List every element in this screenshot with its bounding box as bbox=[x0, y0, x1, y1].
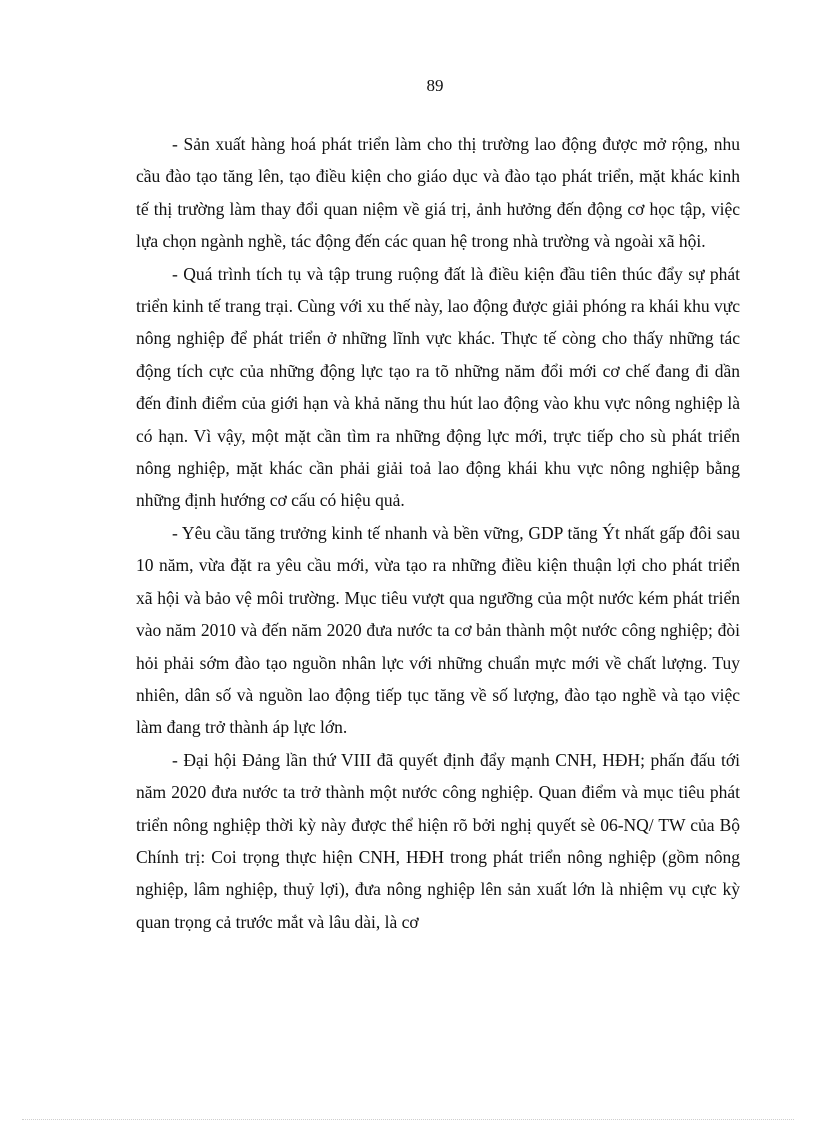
paragraph-3: - Yêu cầu tăng trưởng kinh tế nhanh và bền vững, GDP tăng Ýt nhất gấp đôi sau 10 năm, vừa đặt ra yêu cầu mới, vừa tạo ra những điều kiện thuận lợi cho phát triển xã hội và bảo vệ môi trường. Mục tiêu vượt qua ngưỡng của một nước kém phát triển vào năm 2010 và đến năm 2020 đưa nước ta cơ bản thành một nước công nghiệp; đòi hỏi phải sớm đào tạo nguồn nhân lực với những chuẩn mực mới về chất lượng. Tuy nhiên, dân số và nguồn lao động tiếp tục tăng về số lượng, đào tạo nghề và tạo việc làm đang trở thành áp lực lớn. bbox=[136, 522, 740, 738]
paragraph-1: - Sản xuất hàng hoá phát triển làm cho thị trường lao động được mở rộng, nhu cầu đào tạo tăng lên, tạo điều kiện cho giáo dục và đào tạo phát triển, mặt khác kinh tế thị trường làm thay đổi quan niệm về giá trị, ảnh hưởng đến động cơ học tập, việc lựa chọn ngành nghề, tác động đến các quan hệ trong nhà trường và ngoài xã hội. bbox=[136, 134, 740, 252]
page-bottom-divider bbox=[22, 1119, 794, 1120]
page-number: 89 bbox=[426, 76, 444, 95]
paragraph-4: - Đại hội Đảng lần thứ VIII đã quyết định đẩy mạnh CNH, HĐH; phấn đấu tới năm 2020 đưa nước ta trở thành một nước công nghiệp. Quan điểm và mục tiêu phát triển nông nghiệp thời kỳ này được thể hiện rõ bởi nghị quyết sè 06-NQ/ TW của Bộ Chính trị: Coi trọng thực hiện CNH, HĐH trong phát triển nông nghiệp (gồm nông nghiệp, lâm nghiệp, thuỷ lợi), đưa nông nghiệp lên sản xuất lớn là nhiệm vụ cực kỳ quan trọng cả trước mắt và lâu dài, là cơ bbox=[136, 749, 740, 932]
body-text bbox=[136, 128, 740, 938]
paragraph-2: - Quá trình tích tụ và tập trung ruộng đất là điều kiện đầu tiên thúc đẩy sự phát triển kinh tế trang trại. Cùng với xu thế này, lao động được giải phóng ra khái khu vực nông nghiệp để phát triển ở những lĩnh vực khác. Thực tế còng cho thấy những tác động tích cực của những động lực tạo ra tõ những năm đổi mới cơ chế đang đi dần đến đỉnh điểm của giới hạn và khả năng thu hút lao động vào khu vực nông nghiệp là có hạn. Vì vậy, một mặt cần tìm ra những động lực mới, trực tiếp cho sù phát triển nông nghiệp, mặt khác cần phải giải toả lao động khái khu vực nông nghiệp bằng những định hướng cơ cấu có hiệu quả. bbox=[136, 263, 740, 511]
